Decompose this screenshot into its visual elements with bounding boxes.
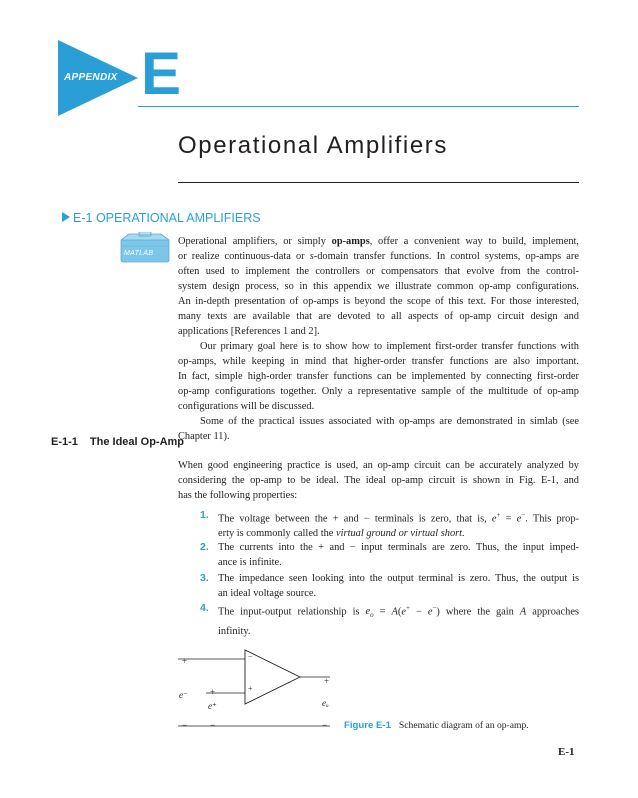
- paragraph-3-line: Chapter 11).: [178, 431, 230, 442]
- property-line: The voltage between the + and − terminals is zero, that is, e+ = e−. This prop-: [218, 511, 579, 525]
- fig-plus-eplus: +: [210, 687, 216, 697]
- fig-e-plus: e⁺: [208, 701, 217, 711]
- subsection-number: E-1-1: [51, 436, 78, 448]
- paragraph-2-line: op-amps, while keeping in mind that higher-order transfer functions are also important.: [178, 356, 579, 367]
- paragraph-1-line: Operational amplifiers, or simply op-amps, offer a convenient way to build, implement,: [178, 236, 579, 247]
- paragraph-2-line: In fact, simple high-order transfer functions can be implemented by connecting first-order: [178, 371, 579, 382]
- property-line: erty is commonly called the virtual ground or virtual short.: [218, 528, 465, 540]
- appendix-letter: E: [141, 40, 182, 107]
- property-number: 3.: [200, 572, 209, 584]
- paragraph-3-line: Some of the practical issues associated with op-amps are demonstrated in simlab (see: [200, 416, 579, 427]
- figure-caption-text: Schematic diagram of an op-amp.: [398, 720, 529, 731]
- fig-e-minus: e⁻: [179, 690, 188, 700]
- title-rule: [178, 182, 579, 183]
- matlab-toolbox-icon: [117, 232, 173, 264]
- opamp-schematic-drawing: [170, 640, 340, 740]
- paragraph-1-line: many texts are available that are devoted to all aspects of op-amp circuit design and: [178, 311, 579, 322]
- section-title: OPERATIONAL AMPLIFIERS: [95, 211, 261, 225]
- figure-caption: [344, 720, 529, 731]
- paragraph-2: [178, 339, 579, 414]
- opamp-schematic: [170, 640, 340, 740]
- subsection-title: The Ideal Op-Amp: [89, 436, 185, 448]
- subsection-heading: [51, 436, 184, 448]
- property-number: 1.: [200, 509, 209, 521]
- fig-minus-left: −: [182, 720, 188, 730]
- property-number: 2.: [200, 541, 209, 553]
- header-rule: [138, 106, 579, 107]
- intro-line: When good engineering practice is used, an op-amp circuit can be accurately analyzed by: [178, 460, 579, 471]
- chapter-title: Operational Amplifiers: [178, 132, 448, 159]
- property-line: ance is infinite.: [218, 557, 282, 568]
- fig-plus-left: +: [182, 656, 188, 666]
- paragraph-1: [178, 234, 579, 339]
- section-triangle-icon: [62, 212, 70, 222]
- paragraph-2-line: Our primary goal here is to show how to implement first-order transfer functions with: [200, 341, 579, 352]
- property-line: The impedance seen looking into the output terminal is zero. Thus, the output is: [218, 573, 579, 584]
- fig-plus-out: +: [324, 676, 330, 686]
- paragraph-1-line: often used to implement the controllers or compensators that evolve from the control-: [178, 266, 579, 277]
- fig-minus-out: −: [322, 720, 328, 730]
- paragraph-1-line: or realize continuous-data or s-domain transfer functions. In control systems, op-amps are: [178, 251, 579, 262]
- property-line: infinity.: [218, 625, 251, 637]
- property-number: 4.: [200, 602, 209, 614]
- property-line: The input-output relationship is $e_o = A(e^+ - e^-)$ where the gain A approaches: [218, 604, 579, 620]
- fig-minus-eplus: −: [210, 720, 216, 730]
- page-number: E-1: [558, 746, 575, 758]
- section-number: E-1: [73, 211, 93, 225]
- paragraph-3: [178, 414, 579, 444]
- paragraph-1-line: An in-depth presentation of op-amps is beyond the scope of this text. For those interested,: [178, 296, 579, 307]
- paragraph-2-line: configurations will be discussed.: [178, 401, 315, 412]
- appendix-label: APPENDIX: [64, 72, 118, 83]
- subsection-intro: [178, 458, 579, 503]
- fig-e-out: eₒ: [322, 698, 329, 708]
- fig-plus-input: +: [248, 684, 253, 693]
- property-line: The currents into the + and − input terminals are zero. Thus, the input imped-: [218, 542, 579, 553]
- paragraph-2-line: op-amp configurations together. Only a representative sample of the multitude of op-amp: [178, 386, 579, 397]
- paragraph-1-line: system design process, so in this appendix we illustrate common op-amp configurations.: [178, 281, 579, 292]
- intro-line: has the following properties:: [178, 490, 298, 501]
- paragraph-1-line: applications [References 1 and 2].: [178, 326, 320, 337]
- intro-line: considering the op-amp to be ideal. The ideal op-amp circuit is shown in Fig. E-1, and: [178, 475, 579, 486]
- figure-label: Figure E-1: [344, 720, 391, 731]
- section-heading: [62, 211, 261, 225]
- matlab-icon-label: MATLAB: [124, 250, 154, 257]
- property-line: an ideal voltage source.: [218, 588, 317, 599]
- fig-minus-input: −: [248, 652, 253, 661]
